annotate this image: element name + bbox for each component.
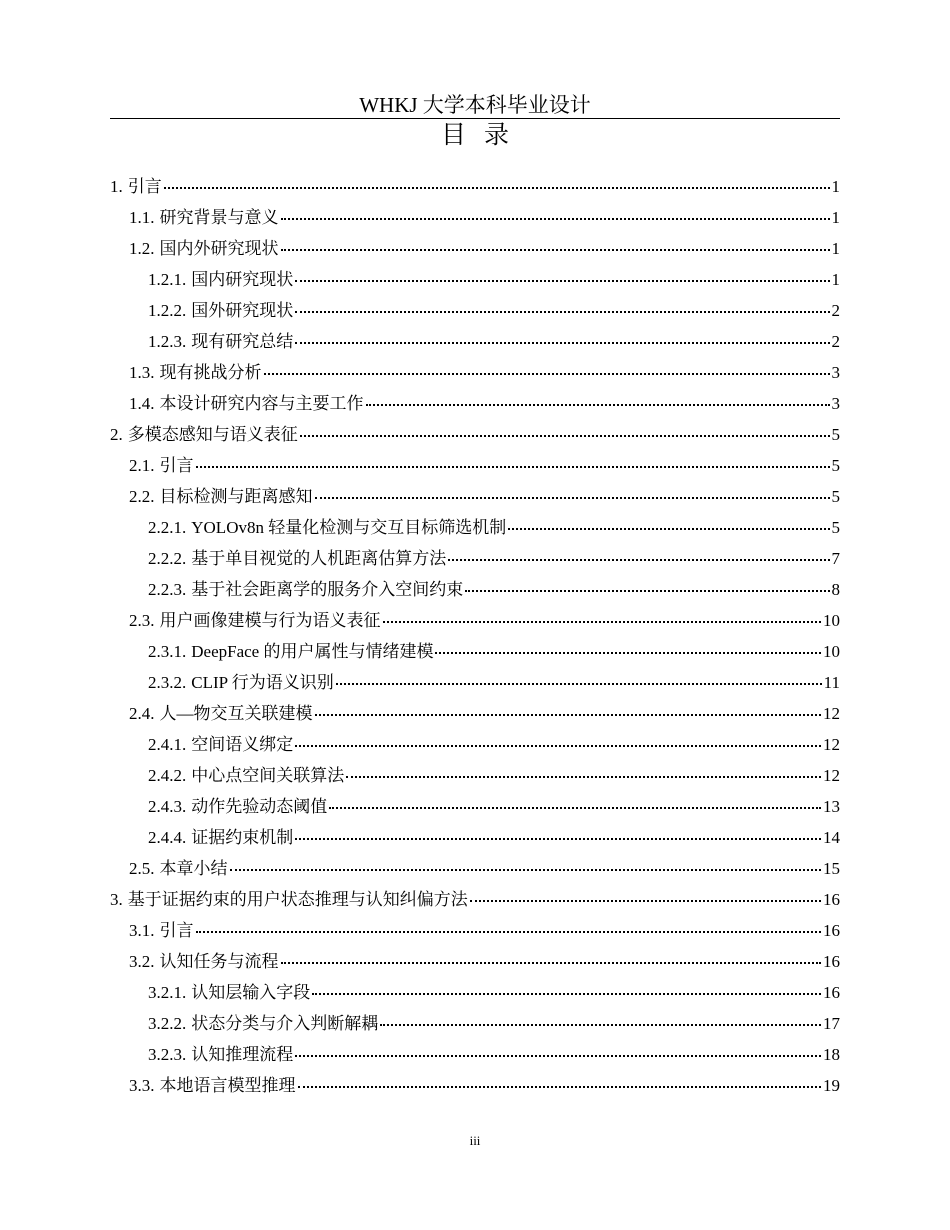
toc-entry-page: 16 bbox=[823, 983, 840, 1002]
toc-dot-leader bbox=[465, 589, 829, 592]
toc-entry-title: 研究背景与意义 bbox=[159, 208, 279, 227]
toc-dot-leader bbox=[281, 961, 822, 964]
toc-entry[interactable] bbox=[110, 296, 840, 327]
toc-entry[interactable] bbox=[110, 513, 840, 544]
toc-entry-page: 14 bbox=[823, 828, 840, 847]
toc-entry-number: 1.2.3. bbox=[148, 332, 187, 351]
toc-entry-title: 本设计研究内容与主要工作 bbox=[159, 394, 364, 413]
toc-entry-title: DeepFace 的用户属性与情绪建模 bbox=[191, 642, 434, 661]
toc-entry-title: 国内外研究现状 bbox=[159, 239, 279, 258]
toc-entry-page: 10 bbox=[823, 611, 840, 630]
toc-entry-title: 空间语义绑定 bbox=[191, 735, 294, 754]
toc-entry-number: 2.3.1. bbox=[148, 642, 187, 661]
toc-dot-leader bbox=[298, 1085, 822, 1088]
toc-dot-leader bbox=[470, 899, 821, 902]
toc-entry-title: 国内研究现状 bbox=[191, 270, 294, 289]
toc-entry[interactable] bbox=[110, 234, 840, 265]
toc-entry-title: 证据约束机制 bbox=[191, 828, 294, 847]
toc-entry-number: 2.3.2. bbox=[148, 673, 187, 692]
toc-dot-leader bbox=[264, 372, 830, 375]
toc-dot-leader bbox=[295, 744, 821, 747]
toc-dot-leader bbox=[508, 527, 829, 530]
toc-entry-number: 2.1. bbox=[129, 456, 155, 475]
toc-entry-title: YOLOv8n 轻量化检测与交互目标筛选机制 bbox=[191, 518, 507, 537]
toc-entry-number: 2.2.3. bbox=[148, 580, 187, 599]
toc-entry-page: 16 bbox=[823, 921, 840, 940]
toc-entry-title: 多模态感知与语义表征 bbox=[127, 425, 298, 444]
toc-dot-leader bbox=[295, 279, 829, 282]
toc-entry-number: 2.3. bbox=[129, 611, 155, 630]
toc-entry-page: 1 bbox=[831, 239, 840, 258]
toc-entry-page: 11 bbox=[823, 673, 840, 692]
toc-entry-title: 认知层输入字段 bbox=[191, 983, 311, 1002]
toc-entry-title: 引言 bbox=[159, 921, 194, 940]
toc-dot-leader bbox=[448, 558, 829, 561]
toc-entry[interactable] bbox=[110, 947, 840, 978]
toc-dot-leader bbox=[346, 775, 821, 778]
toc-entry-number: 3.2.2. bbox=[148, 1014, 187, 1033]
toc-entry-number: 2. bbox=[110, 425, 123, 444]
toc-entry-page: 5 bbox=[831, 487, 840, 506]
toc-entry-page: 7 bbox=[831, 549, 840, 568]
toc-dot-leader bbox=[383, 620, 822, 623]
toc-entry-page: 1 bbox=[831, 270, 840, 289]
toc-entry-page: 5 bbox=[831, 425, 840, 444]
toc-entry-page: 5 bbox=[831, 518, 840, 537]
toc-entry-number: 3.1. bbox=[129, 921, 155, 940]
toc-entry-page: 1 bbox=[831, 208, 840, 227]
toc-entry-page: 8 bbox=[831, 580, 840, 599]
toc-entry-title: 引言 bbox=[127, 177, 162, 196]
toc-dot-leader bbox=[312, 992, 821, 995]
toc-dot-leader bbox=[315, 496, 830, 499]
toc-entry-page: 1 bbox=[831, 177, 840, 196]
toc-entry-page: 18 bbox=[823, 1045, 840, 1064]
toc-entry-number: 2.5. bbox=[129, 859, 155, 878]
toc-entry-number: 2.4. bbox=[129, 704, 155, 723]
toc-entry-title: 中心点空间关联算法 bbox=[191, 766, 345, 785]
toc-entry-number: 3.3. bbox=[129, 1076, 155, 1095]
toc-entry[interactable] bbox=[110, 451, 840, 482]
toc-dot-leader bbox=[230, 868, 822, 871]
toc-entry[interactable] bbox=[110, 699, 840, 730]
toc-entry-number: 2.4.3. bbox=[148, 797, 187, 816]
toc-entry-number: 1.2. bbox=[129, 239, 155, 258]
toc-entry-number: 3.2. bbox=[129, 952, 155, 971]
toc-entry[interactable] bbox=[110, 668, 840, 699]
toc-entry-number: 1.2.2. bbox=[148, 301, 187, 320]
toc-entry-number: 2.2. bbox=[129, 487, 155, 506]
toc-entry-title: 人—物交互关联建模 bbox=[159, 704, 313, 723]
toc-entry-title: 认知任务与流程 bbox=[159, 952, 279, 971]
toc-dot-leader bbox=[315, 713, 822, 716]
toc-entry-page: 16 bbox=[823, 952, 840, 971]
toc-entry-page: 17 bbox=[823, 1014, 840, 1033]
toc-dot-leader bbox=[281, 217, 830, 220]
running-header: WHKJ 大学本科毕业设计 bbox=[359, 93, 591, 117]
toc-entry-page: 13 bbox=[823, 797, 840, 816]
toc-entry[interactable] bbox=[110, 761, 840, 792]
page-number: iii bbox=[469, 1133, 481, 1148]
toc-entry[interactable] bbox=[110, 575, 840, 606]
toc-entry[interactable] bbox=[110, 327, 840, 358]
toc-dot-leader bbox=[295, 341, 829, 344]
toc-entry-number: 2.2.1. bbox=[148, 518, 187, 537]
toc-dot-leader bbox=[366, 403, 830, 406]
toc-entry-page: 16 bbox=[823, 890, 840, 909]
toc-entry-number: 1.3. bbox=[129, 363, 155, 382]
toc-entry-number: 2.4.2. bbox=[148, 766, 187, 785]
toc-entry-page: 3 bbox=[831, 363, 840, 382]
toc-entry-number: 3.2.1. bbox=[148, 983, 187, 1002]
toc-entry[interactable] bbox=[110, 1071, 840, 1102]
toc-entry-title: 基于单目视觉的人机距离估算方法 bbox=[191, 549, 447, 568]
header-rule bbox=[110, 118, 840, 119]
toc-entry[interactable] bbox=[110, 389, 840, 420]
toc-entry-number: 2.4.4. bbox=[148, 828, 187, 847]
toc-entry[interactable] bbox=[110, 1009, 840, 1040]
toc-dot-leader bbox=[300, 434, 830, 437]
toc-entry-number: 1.2.1. bbox=[148, 270, 187, 289]
toc-entry-page: 12 bbox=[823, 766, 840, 785]
toc-dot-leader bbox=[435, 651, 821, 654]
toc-dot-leader bbox=[164, 186, 830, 189]
toc-entry-title: 动作先验动态阈值 bbox=[191, 797, 328, 816]
toc-dot-leader bbox=[295, 837, 821, 840]
toc-entry-page: 19 bbox=[823, 1076, 840, 1095]
toc-entry-number: 1.4. bbox=[129, 394, 155, 413]
toc-entry-title: 基于证据约束的用户状态推理与认知纠偏方法 bbox=[127, 890, 468, 909]
toc-dot-leader bbox=[336, 682, 822, 685]
toc-entry[interactable] bbox=[110, 730, 840, 761]
toc-entry-number: 1. bbox=[110, 177, 123, 196]
toc-entry-title: 认知推理流程 bbox=[191, 1045, 294, 1064]
toc-entry[interactable] bbox=[110, 916, 840, 947]
toc-entry-title: 用户画像建模与行为语义表征 bbox=[159, 611, 381, 630]
toc-entry[interactable] bbox=[110, 637, 840, 668]
toc-entry-page: 3 bbox=[831, 394, 840, 413]
toc-entry-page: 15 bbox=[823, 859, 840, 878]
toc-entry-number: 2.4.1. bbox=[148, 735, 187, 754]
toc-entry-title: 现有挑战分析 bbox=[159, 363, 262, 382]
toc-entry-title: 本地语言模型推理 bbox=[159, 1076, 296, 1095]
toc-entry[interactable] bbox=[110, 358, 840, 389]
toc-entry-page: 2 bbox=[831, 332, 840, 351]
toc-dot-leader bbox=[295, 310, 829, 313]
toc-entry-title: 现有研究总结 bbox=[191, 332, 294, 351]
toc-entry[interactable] bbox=[110, 172, 840, 203]
toc-entry-title: 国外研究现状 bbox=[191, 301, 294, 320]
toc-entry-number: 3. bbox=[110, 890, 123, 909]
toc-entry-title: 引言 bbox=[159, 456, 194, 475]
toc-entry[interactable] bbox=[110, 265, 840, 296]
toc-entry[interactable] bbox=[110, 482, 840, 513]
toc-entry[interactable] bbox=[110, 606, 840, 637]
toc-dot-leader bbox=[295, 1054, 821, 1057]
table-of-contents bbox=[110, 172, 840, 1102]
toc-entry-title: 基于社会距离学的服务介入空间约束 bbox=[191, 580, 464, 599]
toc-entry-title: CLIP 行为语义识别 bbox=[191, 673, 334, 692]
toc-entry[interactable] bbox=[110, 823, 840, 854]
toc-entry-number: 1.1. bbox=[129, 208, 155, 227]
toc-entry[interactable] bbox=[110, 792, 840, 823]
toc-entry-page: 12 bbox=[823, 735, 840, 754]
toc-entry[interactable] bbox=[110, 544, 840, 575]
toc-dot-leader bbox=[380, 1023, 821, 1026]
toc-entry-page: 12 bbox=[823, 704, 840, 723]
toc-entry-title: 本章小结 bbox=[159, 859, 228, 878]
toc-entry-title: 目标检测与距离感知 bbox=[159, 487, 313, 506]
toc-entry-number: 2.2.2. bbox=[148, 549, 187, 568]
toc-entry-number: 3.2.3. bbox=[148, 1045, 187, 1064]
toc-entry-page: 10 bbox=[823, 642, 840, 661]
toc-entry[interactable] bbox=[110, 978, 840, 1009]
toc-entry-page: 5 bbox=[831, 456, 840, 475]
toc-entry[interactable] bbox=[110, 203, 840, 234]
toc-entry[interactable] bbox=[110, 885, 840, 916]
toc-entry[interactable] bbox=[110, 1040, 840, 1071]
toc-dot-leader bbox=[196, 465, 830, 468]
toc-entry-page: 2 bbox=[831, 301, 840, 320]
toc-dot-leader bbox=[281, 248, 830, 251]
toc-entry[interactable] bbox=[110, 854, 840, 885]
toc-dot-leader bbox=[196, 930, 822, 933]
toc-dot-leader bbox=[329, 806, 821, 809]
toc-title: 目录 bbox=[440, 122, 527, 149]
toc-entry-title: 状态分类与介入判断解耦 bbox=[191, 1014, 379, 1033]
toc-entry[interactable] bbox=[110, 420, 840, 451]
